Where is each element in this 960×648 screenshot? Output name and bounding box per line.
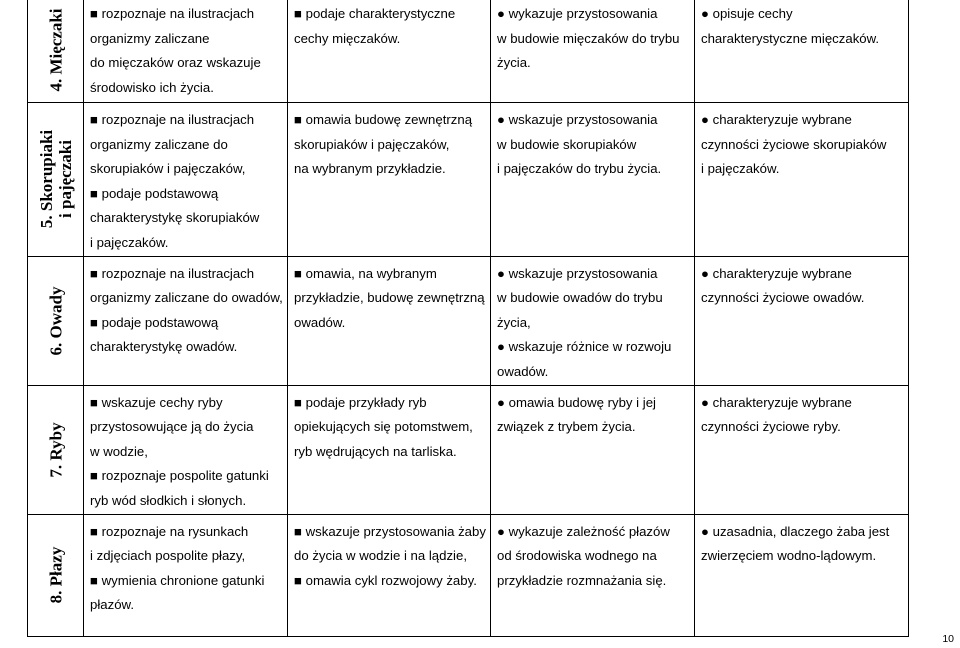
requirement-line: ● uzasadnia, dlaczego żaba jest	[701, 523, 890, 539]
requirement-line: organizmy zaliczane do owadów,	[90, 290, 283, 306]
requirement-line: przystosowujące ją do życia	[90, 419, 254, 435]
requirement-line: ryb wód słodkich i słonych.	[90, 492, 247, 508]
requirement-line: ■ podaje przykłady ryb	[294, 394, 427, 410]
requirement-cell	[288, 385, 491, 514]
requirement-cell	[695, 385, 909, 514]
requirement-line: czynności życiowe ryby.	[701, 419, 841, 435]
requirement-line: zwierzęciem wodno-lądowym.	[701, 548, 877, 564]
table-row	[28, 514, 909, 636]
section-title-line: 4. Mięczaki	[46, 7, 65, 92]
requirement-line: ● wykazuje zależność płazów	[497, 523, 670, 539]
requirement-cell	[288, 103, 491, 257]
requirement-line: i pajęczaków.	[701, 161, 780, 177]
requirement-line: owadów.	[294, 314, 346, 330]
requirement-cell	[491, 256, 695, 385]
requirement-line: ■ wymienia chronione gatunki	[90, 572, 265, 588]
requirement-cell	[84, 385, 288, 514]
requirement-line: ● charakteryzuje wybrane	[701, 112, 852, 127]
requirement-line: ■ podaje podstawową	[90, 314, 219, 330]
requirement-line: ■ omawia, na wybranym	[294, 265, 437, 281]
requirement-line: ■ wskazuje przystosowania żaby	[294, 523, 486, 539]
requirement-line: ■ rozpoznaje na ilustracjach	[90, 265, 255, 281]
requirement-cell	[84, 514, 288, 636]
requirement-line: przykładzie, budowę zewnętrzną	[294, 290, 485, 306]
requirement-line: ■ rozpoznaje na ilustracjach	[90, 6, 255, 21]
section-cell	[28, 103, 84, 257]
requirement-line: ● omawia budowę ryby i jej	[497, 394, 656, 410]
section-cell	[28, 256, 84, 385]
table-row	[28, 103, 909, 257]
requirement-line: cechy mięczaków.	[294, 30, 401, 46]
requirement-line: charakterystykę owadów.	[90, 339, 238, 355]
requirement-cell	[288, 256, 491, 385]
section-title-line: 7. Ryby	[46, 421, 65, 478]
section-title	[46, 286, 65, 355]
requirement-cell	[491, 385, 695, 514]
requirement-line: opiekujących się potomstwem,	[294, 419, 473, 435]
requirement-line: ● charakteryzuje wybrane	[701, 394, 852, 410]
requirement-line: życia,	[497, 314, 531, 330]
requirement-cell	[288, 514, 491, 636]
requirement-line: charakterystyczne mięczaków.	[701, 30, 880, 46]
section-title-line: 8. Płazy	[46, 546, 65, 604]
requirement-line: ● charakteryzuje wybrane	[701, 265, 852, 281]
table-row	[28, 385, 909, 514]
requirement-cell	[695, 0, 909, 103]
section-title-line: 5. Skorupiaki	[36, 130, 56, 229]
requirement-line: na wybranym przykładzie.	[294, 161, 446, 177]
requirement-line: organizmy zaliczane do	[90, 136, 228, 152]
table-row	[28, 256, 909, 385]
table-row	[28, 0, 909, 103]
requirement-line: ● wskazuje różnice w rozwoju	[497, 339, 672, 355]
requirement-cell	[84, 0, 288, 103]
requirement-cell	[491, 0, 695, 103]
requirement-line: organizmy zaliczane	[90, 30, 210, 46]
requirement-line: ■ podaje podstawową	[90, 185, 219, 201]
requirement-line: środowisko ich życia.	[90, 79, 214, 95]
requirement-cell	[695, 256, 909, 385]
requirement-line: przykładzie rozmnażania się.	[497, 572, 667, 588]
requirement-line: w wodzie,	[90, 443, 148, 459]
section-title	[46, 547, 65, 604]
requirement-line: życia.	[497, 55, 531, 71]
requirement-cell	[491, 514, 695, 636]
section-cell	[28, 514, 84, 636]
section-title-line: i pajęczaki	[55, 140, 75, 219]
requirement-cell	[288, 0, 491, 103]
requirement-line: związek z trybem życia.	[497, 419, 636, 435]
requirement-line: charakterystykę skorupiaków	[90, 210, 260, 226]
requirement-line: płazów.	[90, 597, 134, 613]
requirement-line: i pajęczaków do trybu życia.	[497, 161, 662, 177]
requirement-line: w budowie mięczaków do trybu	[497, 30, 680, 46]
requirement-line: ryb wędrujących na tarliska.	[294, 443, 457, 459]
table-body	[28, 0, 909, 636]
requirement-line: czynności życiowe owadów.	[701, 290, 865, 306]
requirement-line: skorupiaków i pajęczaków,	[90, 161, 246, 177]
section-cell	[28, 0, 84, 103]
requirement-cell	[695, 103, 909, 257]
requirement-line: do życia w wodzie i na lądzie,	[294, 548, 467, 564]
requirement-line: ■ omawia cykl rozwojowy żaby.	[294, 572, 477, 588]
requirement-line: ■ rozpoznaje na ilustracjach	[90, 112, 255, 127]
requirement-line: ● wykazuje przystosowania	[497, 6, 658, 21]
requirement-line: i zdjęciach pospolite płazy,	[90, 548, 246, 564]
section-title	[46, 422, 65, 477]
requirement-line: do mięczaków oraz wskazuje	[90, 55, 261, 71]
page-number: 10	[942, 633, 954, 645]
requirement-line: w budowie owadów do trybu	[497, 290, 663, 306]
curriculum-table	[27, 0, 909, 637]
section-title	[46, 8, 65, 91]
requirement-line: owadów.	[497, 363, 549, 379]
requirement-line: w budowie skorupiaków	[497, 136, 637, 152]
requirement-line: ■ omawia budowę zewnętrzną	[294, 112, 473, 127]
requirement-line: ■ rozpoznaje pospolite gatunki	[90, 468, 269, 484]
requirement-cell	[84, 103, 288, 257]
requirement-line: ● opisuje cechy	[701, 6, 793, 21]
requirement-line: i pajęczaków.	[90, 234, 169, 250]
requirement-line: ■ podaje charakterystyczne	[294, 6, 456, 21]
requirement-line: ● wskazuje przystosowania	[497, 265, 658, 281]
requirement-line: ■ rozpoznaje na rysunkach	[90, 523, 249, 539]
requirement-line: od środowiska wodnego na	[497, 548, 657, 564]
requirement-line: czynności życiowe skorupiaków	[701, 136, 887, 152]
section-cell	[28, 385, 84, 514]
requirement-line: ■ wskazuje cechy ryby	[90, 394, 223, 410]
section-title	[37, 130, 75, 228]
requirement-cell	[84, 256, 288, 385]
requirement-cell	[491, 103, 695, 257]
section-title-line: 6. Owady	[46, 286, 65, 356]
requirement-line: skorupiaków i pajęczaków,	[294, 136, 450, 152]
requirement-cell	[695, 514, 909, 636]
requirement-line: ● wskazuje przystosowania	[497, 112, 658, 127]
